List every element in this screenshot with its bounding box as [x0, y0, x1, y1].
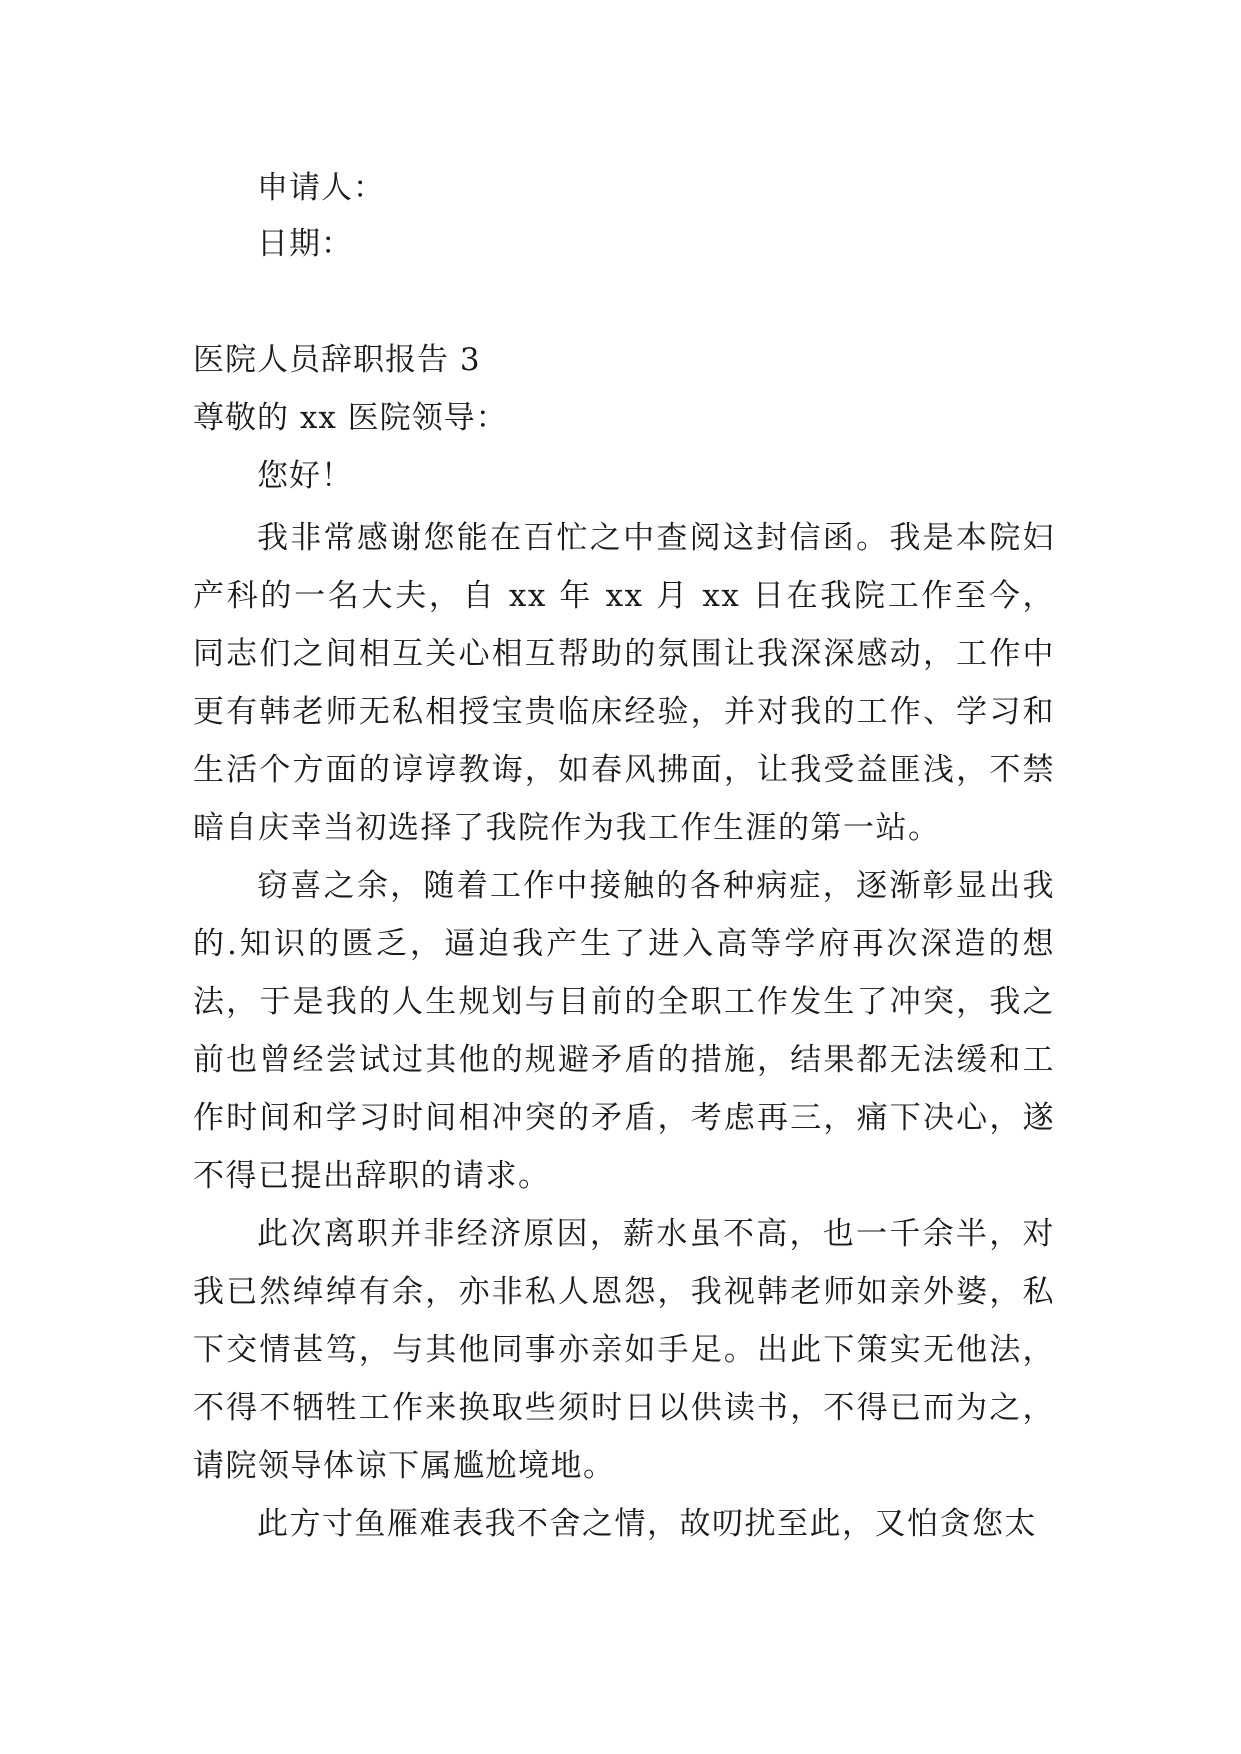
salutation: 尊敬的 xx 医院领导： — [193, 400, 508, 436]
body-paragraph-2: 窃喜之余，随着工作中接触的各种病症，逐渐彰显出我的.知识的匮乏，逼迫我产生了进入高等学府再次深造的想法，于是我的人生规划与目前的全职工作发生了冲突，我之前也曾经尝试过其他的规避矛盾的措施，结果都无法缓和工作时间和学习时间相冲突的矛盾，考虑再三，痛下决心，遂不得已提出辞职的请求。 — [193, 868, 1055, 1194]
body-paragraph-3: 此次离职并非经济原因，薪水虽不高，也一千余半，对我已然绰绰有余，亦非私人恩怨，我视韩老师如亲外婆，私下交情甚笃，与其他同事亦亲如手足。出此下策实无他法，不得不牺牲工作来换取些须时日以供读书，不得已而为之，请院领导体谅下属尴尬境地。 — [193, 1216, 1055, 1484]
report-title: 医院人员辞职报告 3 — [193, 342, 481, 378]
applicant-label: 申请人： — [257, 170, 385, 206]
date-label: 日期： — [257, 226, 353, 262]
greeting: 您好！ — [257, 458, 353, 494]
body-paragraph-1: 我非常感谢您能在百忙之中查阅这封信函。我是本院妇产科的一名大夫，自 xx 年 xx 月 xx 日在我院工作至今，同志们之间相互关心相互帮助的氛围让我深深感动，工作中更有韩老师无私相授宝贵临床经验，并对我的工作、学习和生活个方面的谆谆教诲，如春风拂面，让我受益匪浅，不禁暗自庆幸当初选择了我院作为我工作生涯的第一站。 — [193, 520, 1055, 846]
body-paragraph-4: 此方寸鱼雁难表我不舍之情，故叨扰至此，又怕贪您太 — [257, 1506, 1037, 1542]
